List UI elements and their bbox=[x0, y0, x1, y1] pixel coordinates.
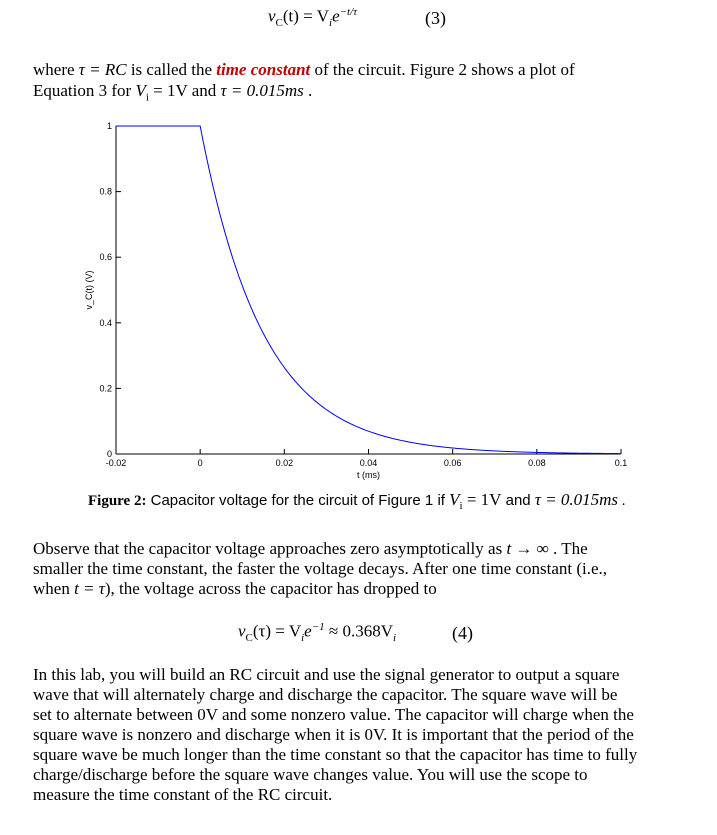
p1-vi-value: = 1V bbox=[148, 81, 188, 100]
paragraph-intro bbox=[33, 60, 575, 80]
p1-tau-value: τ = 0.015ms bbox=[220, 81, 304, 100]
x-tick-label: 0.08 bbox=[528, 458, 546, 468]
caption-tau-value: τ = 0.015ms bbox=[534, 490, 619, 509]
equation-4-number: (4) bbox=[452, 623, 473, 643]
p2-text: when bbox=[33, 579, 75, 598]
eq4-approx: ≈ 0.368V bbox=[324, 621, 394, 641]
paragraph-asymptote-line2: smaller the time constant, the faster the voltage decays. After one time constant (i.e., bbox=[33, 559, 608, 578]
paragraph-lab-line: square wave is nonzero and discharge when it is 0V. It is important that the period of the bbox=[33, 725, 634, 744]
eq3-lhs: v bbox=[268, 6, 276, 26]
caption-text: . bbox=[618, 493, 626, 509]
eq3-exp: −t/τ bbox=[339, 6, 358, 18]
p2-text: . The bbox=[548, 539, 588, 558]
y-tick-label: 0.6 bbox=[99, 252, 112, 263]
x-tick-label: 0.02 bbox=[275, 458, 294, 468]
p1-text: of the circuit. Figure 2 shows a plot of bbox=[310, 60, 575, 79]
paragraph-asymptote bbox=[33, 539, 588, 559]
p2-text: Observe that the capacitor voltage approaches zero asymptotically as bbox=[33, 539, 507, 558]
paragraph-intro-line2 bbox=[33, 81, 312, 107]
y-tick-label: 1 bbox=[106, 121, 112, 131]
x-axis-label: t (ms) bbox=[357, 470, 380, 480]
y-tick-label: 0 bbox=[106, 449, 112, 459]
eq3-e: e bbox=[332, 6, 340, 26]
eq3-sub2: i bbox=[329, 17, 333, 30]
p1-text: where bbox=[33, 60, 79, 79]
y-tick-label: 0.4 bbox=[99, 317, 112, 328]
time-constant-term: time constant bbox=[216, 60, 311, 79]
figure-caption bbox=[88, 490, 626, 512]
series-line-vc bbox=[116, 126, 621, 454]
eq3-arg: (t) = V bbox=[282, 6, 329, 26]
caption-vi-value: = 1V bbox=[462, 490, 502, 509]
eq4-arg: (τ) = V bbox=[252, 621, 302, 641]
eq4-sub2: i bbox=[301, 632, 305, 645]
paragraph-lab-line: charge/discharge before the square wave changes value. You will use the scope to bbox=[33, 765, 588, 784]
figure-label: Figure 2: bbox=[88, 493, 147, 509]
caption-vi: V bbox=[449, 490, 460, 509]
equation-3 bbox=[268, 6, 357, 29]
caption-text: and bbox=[501, 492, 535, 509]
eq4-sub3: i bbox=[393, 632, 397, 645]
eq3-sub: C bbox=[275, 17, 283, 30]
paragraph-asymptote-line3 bbox=[33, 579, 437, 599]
eq4-exp: −1 bbox=[311, 621, 325, 633]
paragraph-lab-line: set to alternate between 0V and some nonzero value. The capacitor will charge when the bbox=[33, 705, 634, 724]
paragraph-lab-line: measure the time constant of the RC circuit. bbox=[33, 785, 333, 804]
caption-vi-sub: i bbox=[459, 500, 463, 512]
eq4-sub: C bbox=[245, 632, 253, 645]
p1-text: is called the bbox=[126, 60, 217, 79]
x-tick-label: 0.1 bbox=[614, 458, 628, 468]
caption-text: Capacitor voltage for the circuit of Figure 1 if bbox=[146, 492, 450, 509]
capacitor-voltage-chart bbox=[0, 112, 717, 502]
x-tick-label: 0 bbox=[197, 458, 203, 468]
x-tick-label: 0.04 bbox=[359, 458, 378, 468]
p1-text: . bbox=[303, 81, 313, 100]
paragraph-lab-line: square wave be much longer than the time constant so that the capacitor has time to fully bbox=[33, 745, 638, 764]
y-tick-label: 0.2 bbox=[99, 383, 112, 394]
paragraph-lab-line: In this lab, you will build an RC circuit and use the signal generator to output a square bbox=[33, 665, 620, 684]
eq4-lhs: v bbox=[238, 621, 246, 641]
chart-plot-area bbox=[116, 126, 621, 454]
eq4-e: e bbox=[304, 621, 312, 641]
paragraph-lab-line: wave that will alternately charge and discharge the capacitor. The square wave will be bbox=[33, 685, 618, 704]
p1-text: and bbox=[187, 81, 221, 100]
p1-vi-sub: i bbox=[145, 91, 149, 104]
p2-limit: t → ∞ bbox=[506, 539, 549, 558]
y-tick-label: 0.8 bbox=[99, 186, 112, 197]
p2-t-eq-tau: t = τ bbox=[74, 579, 105, 598]
p1-vi: V bbox=[135, 81, 146, 100]
equation-3-number: (3) bbox=[425, 8, 446, 28]
x-tick-label: 0.06 bbox=[443, 458, 462, 468]
y-axis-label: v_C(t) (V) bbox=[84, 270, 94, 310]
p1-text: Equation 3 for bbox=[33, 81, 136, 100]
equation-4 bbox=[238, 621, 396, 644]
p1-tau-rc: τ = RC bbox=[78, 60, 127, 79]
x-tick-label: -0.02 bbox=[105, 458, 127, 468]
p2-text: ), the voltage across the capacitor has dropped to bbox=[104, 579, 437, 598]
